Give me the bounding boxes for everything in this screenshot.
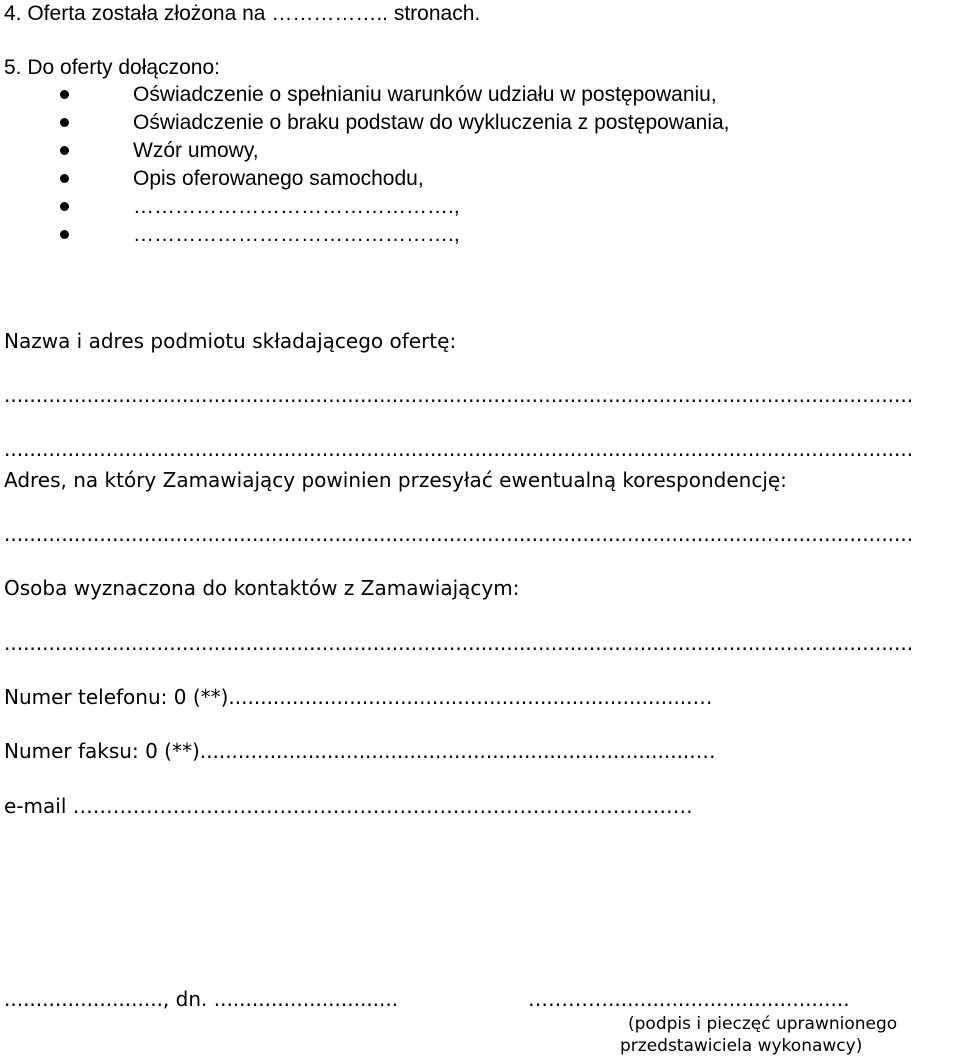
- list-item-text: Wzór umowy,: [133, 139, 259, 162]
- signature-line: …………......................................: [528, 987, 850, 1011]
- correspondence-label: Adres, na który Zamawiający powinien przesyłać ewentualną korespondencję:: [4, 468, 787, 492]
- bidder-fill-line-1: ...............................................................................................................................................: [4, 383, 914, 407]
- place-date-line: ........................., dn. .............................: [4, 987, 399, 1011]
- offer-pages-line: 4. Oferta została złożona na …………….. stronach.: [4, 2, 481, 25]
- list-item-text: ……………………………………….,: [133, 195, 460, 218]
- signature-caption-2: przedstawiciela wykonawcy): [620, 1036, 863, 1056]
- list-item-text: Oświadczenie o braku podstaw do wykluczenia z postępowania,: [133, 111, 730, 134]
- bullet-icon: [60, 90, 69, 99]
- contact-label: Osoba wyznaczona do kontaktów z Zamawiającym:: [4, 576, 520, 600]
- bidder-label: Nazwa i adres podmiotu składającego ofertę:: [4, 329, 457, 353]
- bullet-icon: [60, 146, 69, 155]
- attachments-heading: 5. Do oferty dołączono:: [4, 56, 220, 79]
- signature-caption-1: (podpis i pieczęć uprawnionego: [628, 1014, 898, 1034]
- bullet-icon: [60, 202, 69, 211]
- correspondence-fill-line: ...............................................................................................................................................: [4, 522, 914, 546]
- fax-line: Numer faksu: 0 (**)..............................................................................…: [4, 739, 716, 763]
- bidder-fill-line-2: ...............................................................................................................................................: [4, 437, 914, 461]
- list-item-text: ……………………………………….,: [133, 223, 460, 246]
- bullet-icon: [60, 174, 69, 183]
- list-item-text: Oświadczenie o spełnianiu warunków udziału w postępowaniu,: [133, 83, 717, 106]
- email-line: e-mail …………………………………………………………………………………: [4, 794, 693, 818]
- bullet-icon: [60, 230, 69, 239]
- phone-line: Numer telefonu: 0 (**).........................................................................…: [4, 685, 713, 709]
- list-item-text: Opis oferowanego samochodu,: [133, 167, 424, 190]
- contact-fill-line: ...............................................................................................................................................: [4, 631, 914, 655]
- bullet-icon: [60, 118, 69, 127]
